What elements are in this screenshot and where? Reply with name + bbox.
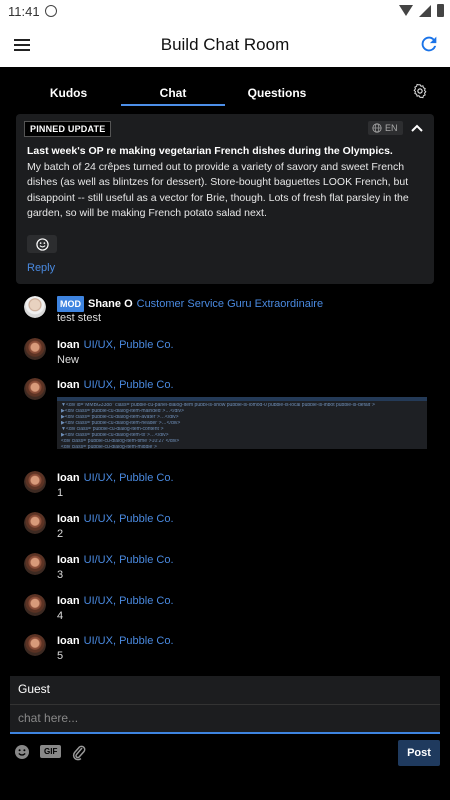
avatar[interactable] bbox=[24, 594, 46, 616]
chevron-up-icon[interactable] bbox=[410, 123, 424, 133]
author-name[interactable]: Ioan bbox=[57, 635, 80, 647]
author-name[interactable]: Ioan bbox=[57, 379, 80, 391]
status-bar bbox=[0, 0, 450, 24]
author-role: UI/UX, Pubble Co. bbox=[83, 472, 174, 484]
message-header bbox=[57, 471, 174, 485]
author-name[interactable]: Ioan bbox=[57, 513, 80, 525]
chat-input[interactable] bbox=[18, 709, 418, 727]
author-role: UI/UX, Pubble Co. bbox=[83, 554, 174, 566]
message-text: 4 bbox=[57, 610, 64, 622]
avatar[interactable] bbox=[24, 553, 46, 575]
message-composer bbox=[10, 676, 440, 734]
code-line: ▶<div class="pubble-cu-dialog-item-header">…</div> bbox=[61, 421, 181, 426]
code-line: ▼<div id="MMBG3388" class="pubble-cu-panel-dialog-item pubbl-is-show pubble-is-lomod-0 pubble-is-local pubble-is-inbot pubble-is-defalt"> bbox=[61, 403, 375, 408]
code-line: ▶<div class="pubble-cu-dialog-item-mainded">…</div> bbox=[61, 409, 184, 414]
message-text: 5 bbox=[57, 650, 64, 662]
page-title: Build Chat Room bbox=[160, 35, 290, 54]
composer-divider bbox=[10, 704, 440, 705]
reply-link[interactable]: Reply bbox=[27, 262, 56, 274]
code-line: ▼<div class="pubble-cu-dialog-item-content"> bbox=[61, 427, 164, 432]
message-header bbox=[57, 553, 174, 567]
tab-chat[interactable]: Chat bbox=[121, 80, 225, 106]
code-line: <div class="pubble-cu-dialog-item-middle"> bbox=[61, 445, 157, 449]
add-reaction-button[interactable] bbox=[27, 235, 57, 253]
pinned-update-card bbox=[16, 114, 434, 284]
pinned-body bbox=[27, 144, 425, 222]
author-role: UI/UX, Pubble Co. bbox=[83, 513, 174, 525]
avatar[interactable] bbox=[24, 634, 46, 656]
author-name[interactable]: Shane O bbox=[88, 298, 133, 310]
gif-icon[interactable]: GIF bbox=[40, 745, 61, 758]
author-name[interactable]: Ioan bbox=[57, 554, 80, 566]
attachment-icon[interactable] bbox=[72, 744, 86, 761]
avatar[interactable] bbox=[24, 471, 46, 493]
author-role: Customer Service Guru Extraordinaire bbox=[136, 298, 324, 310]
message-image[interactable] bbox=[57, 397, 427, 449]
message-text: 1 bbox=[57, 487, 64, 499]
code-line: <div class="pubble-cu-dialog-item-time">10:27 </div> bbox=[61, 439, 180, 444]
message-header bbox=[57, 594, 174, 608]
notification-icon bbox=[45, 5, 57, 17]
message-text: test stest bbox=[57, 312, 102, 324]
wifi-icon bbox=[399, 5, 413, 16]
message-header bbox=[57, 296, 323, 312]
battery-icon bbox=[437, 4, 444, 17]
settings-icon[interactable] bbox=[412, 83, 428, 99]
avatar[interactable] bbox=[24, 512, 46, 534]
code-line: ▶<div class="pubble-cu-dialog-item-avater">…</div> bbox=[61, 415, 179, 420]
author-name[interactable]: Ioan bbox=[57, 472, 80, 484]
message-header bbox=[57, 512, 174, 526]
emoji-icon bbox=[36, 238, 49, 251]
status-icons bbox=[399, 4, 444, 17]
post-button[interactable]: Post bbox=[398, 740, 440, 766]
message-text: New bbox=[57, 354, 80, 366]
avatar[interactable] bbox=[24, 378, 46, 400]
mod-badge: MOD bbox=[57, 296, 84, 312]
message-header bbox=[57, 338, 174, 352]
message-text: 3 bbox=[57, 569, 64, 581]
author-role: UI/UX, Pubble Co. bbox=[83, 635, 174, 647]
app-bar bbox=[0, 24, 450, 67]
refresh-icon[interactable] bbox=[418, 33, 440, 55]
status-time: 11:41 bbox=[8, 4, 40, 19]
author-name[interactable]: Ioan bbox=[57, 595, 80, 607]
language-selector[interactable] bbox=[368, 121, 403, 135]
code-line: ▶<div class="pubble-cu-dialog-item-tx">…</div> bbox=[61, 433, 169, 438]
author-name[interactable]: Ioan bbox=[57, 339, 80, 351]
message-header bbox=[57, 634, 174, 648]
author-role: UI/UX, Pubble Co. bbox=[83, 595, 174, 607]
message-text: 2 bbox=[57, 528, 64, 540]
signal-icon bbox=[419, 5, 431, 17]
guest-name[interactable]: Guest bbox=[18, 682, 51, 696]
avatar[interactable] bbox=[24, 296, 46, 318]
globe-icon bbox=[372, 123, 382, 133]
avatar[interactable] bbox=[24, 338, 46, 360]
author-role: UI/UX, Pubble Co. bbox=[83, 339, 174, 351]
pinned-headline: Last week's OP re making vegetarian French dishes during the Olympics. bbox=[27, 145, 393, 157]
message-header bbox=[57, 378, 174, 392]
tab-kudos[interactable]: Kudos bbox=[49, 86, 88, 100]
language-label: EN bbox=[385, 123, 398, 133]
pinned-text: My batch of 24 crêpes turned out to provide a variety of savory and sweet French dishes (as well as blintzes for dessert). Store-bought baguettes LOOK French, but disappoint -- still useful as a vector for Brie, though. Lots of fresh flat parsley in the garden, so will be making French potato salad next. bbox=[27, 160, 409, 219]
pinned-badge: PINNED UPDATE bbox=[24, 121, 111, 137]
author-role: UI/UX, Pubble Co. bbox=[83, 379, 174, 391]
emoji-icon[interactable] bbox=[14, 744, 30, 760]
tab-bar bbox=[16, 80, 434, 106]
tab-questions[interactable]: Questions bbox=[247, 86, 307, 100]
